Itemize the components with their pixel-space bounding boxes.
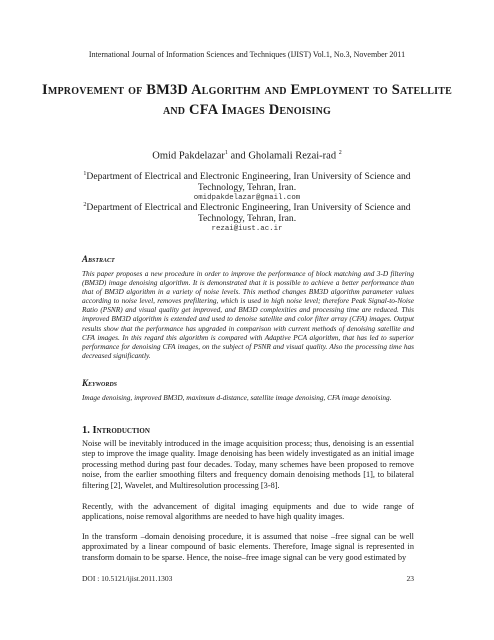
keywords-heading: Keywords	[82, 378, 118, 388]
author-affil-mark: 2	[338, 150, 342, 156]
author-name: Omid Pakdelazar	[152, 150, 225, 162]
body-paragraph: Noise will be inevitably introduced in the image acquisition process; thus, denoising is an essential step to improve the image quality. Image denoising has been widely investigated as an initial image processing method during past four decades. Today, many schemes have been proposed to remove noise, from the earlier smoothing filters and frequency domain denoising methods [1], to bilateral filtering [2], Wavelet, and Multiresolution processing [3-8].	[82, 439, 414, 490]
author-line	[0, 150, 494, 162]
affiliation-text: Department of Electrical and Electronic Engineering, Iran University of Science and Technology, Tehran, Iran.	[86, 171, 411, 194]
doi-footer: DOI : 10.5121/ijist.2011.1303	[82, 574, 173, 583]
journal-header: International Journal of Information Sciences and Techniques (IJIST) Vol.1, No.3, November 2011	[88, 50, 406, 59]
body-paragraph: In the transform –domain denoising procedure, it is assumed that noise –free signal can be well approximated by a linear compound of basic elements. Therefore, Image signal is represented in transform domain to be sparse. Hence, the noise–free image signal can be very good estimated by	[82, 532, 414, 562]
affiliation-text: Department of Electrical and Electronic Engineering, Iran University of Science and Technology, Tehran, Iran.	[86, 202, 411, 225]
affiliation-2	[60, 200, 434, 234]
body-paragraph: Recently, with the advancement of digital imaging equipments and due to wide range of applications, noise removal algorithms are needed to have high quality images.	[82, 502, 414, 522]
affiliation-mark: 1	[83, 171, 87, 177]
author-conjunction: and	[227, 150, 249, 162]
author-affil-mark: 1	[224, 150, 228, 156]
author-email: rezai@iust.ac.ir	[211, 225, 283, 234]
abstract-heading: Abstract	[82, 254, 115, 264]
author-email: omidpakdelazar@gmail.com	[193, 194, 301, 203]
keywords-text: Image denoising, improved BM3D, maximum d-distance, satellite image denoising, CFA image denoising.	[82, 393, 392, 402]
affiliation-mark: 2	[83, 202, 87, 208]
author-name: Gholamali Rezai-rad	[248, 150, 339, 162]
paper-title: Improvement of BM3D Algorithm and Employment to Satellite and CFA Images Denoising	[42, 82, 452, 118]
page-number: 23	[406, 574, 414, 583]
affiliation-1	[60, 169, 434, 203]
abstract-text: This paper proposes a new procedure in order to improve the performance of block matching and 3-D filtering (BM3D) image denoising algorithm. It is demonstrated that it is possible to achieve a better performance than that of BM3D algorithm in a variety of noise levels. This method changes BM3D algorithm parameter values according to noise level, removes prefiltering, which is used in high noise level; therefore Peak Signal-to-Noise Ratio (PSNR) and visual quality get improved, and BM3D complexities and processing time are reduced. This improved BM3D algorithm is extended and used to denoise satellite and color filter array (CFA) images. Output results show that the performance has upgraded in comparison with current methods of denoising satellite and CFA images. In this regard this algorithm is compared with Adaptive PCA algorithm, that has led to superior performance for denoising CFA images, on the subject of PSNR and visual quality. Also the processing time has decreased significantly.	[82, 269, 414, 360]
section-heading-introduction: 1. Introduction	[82, 425, 150, 436]
